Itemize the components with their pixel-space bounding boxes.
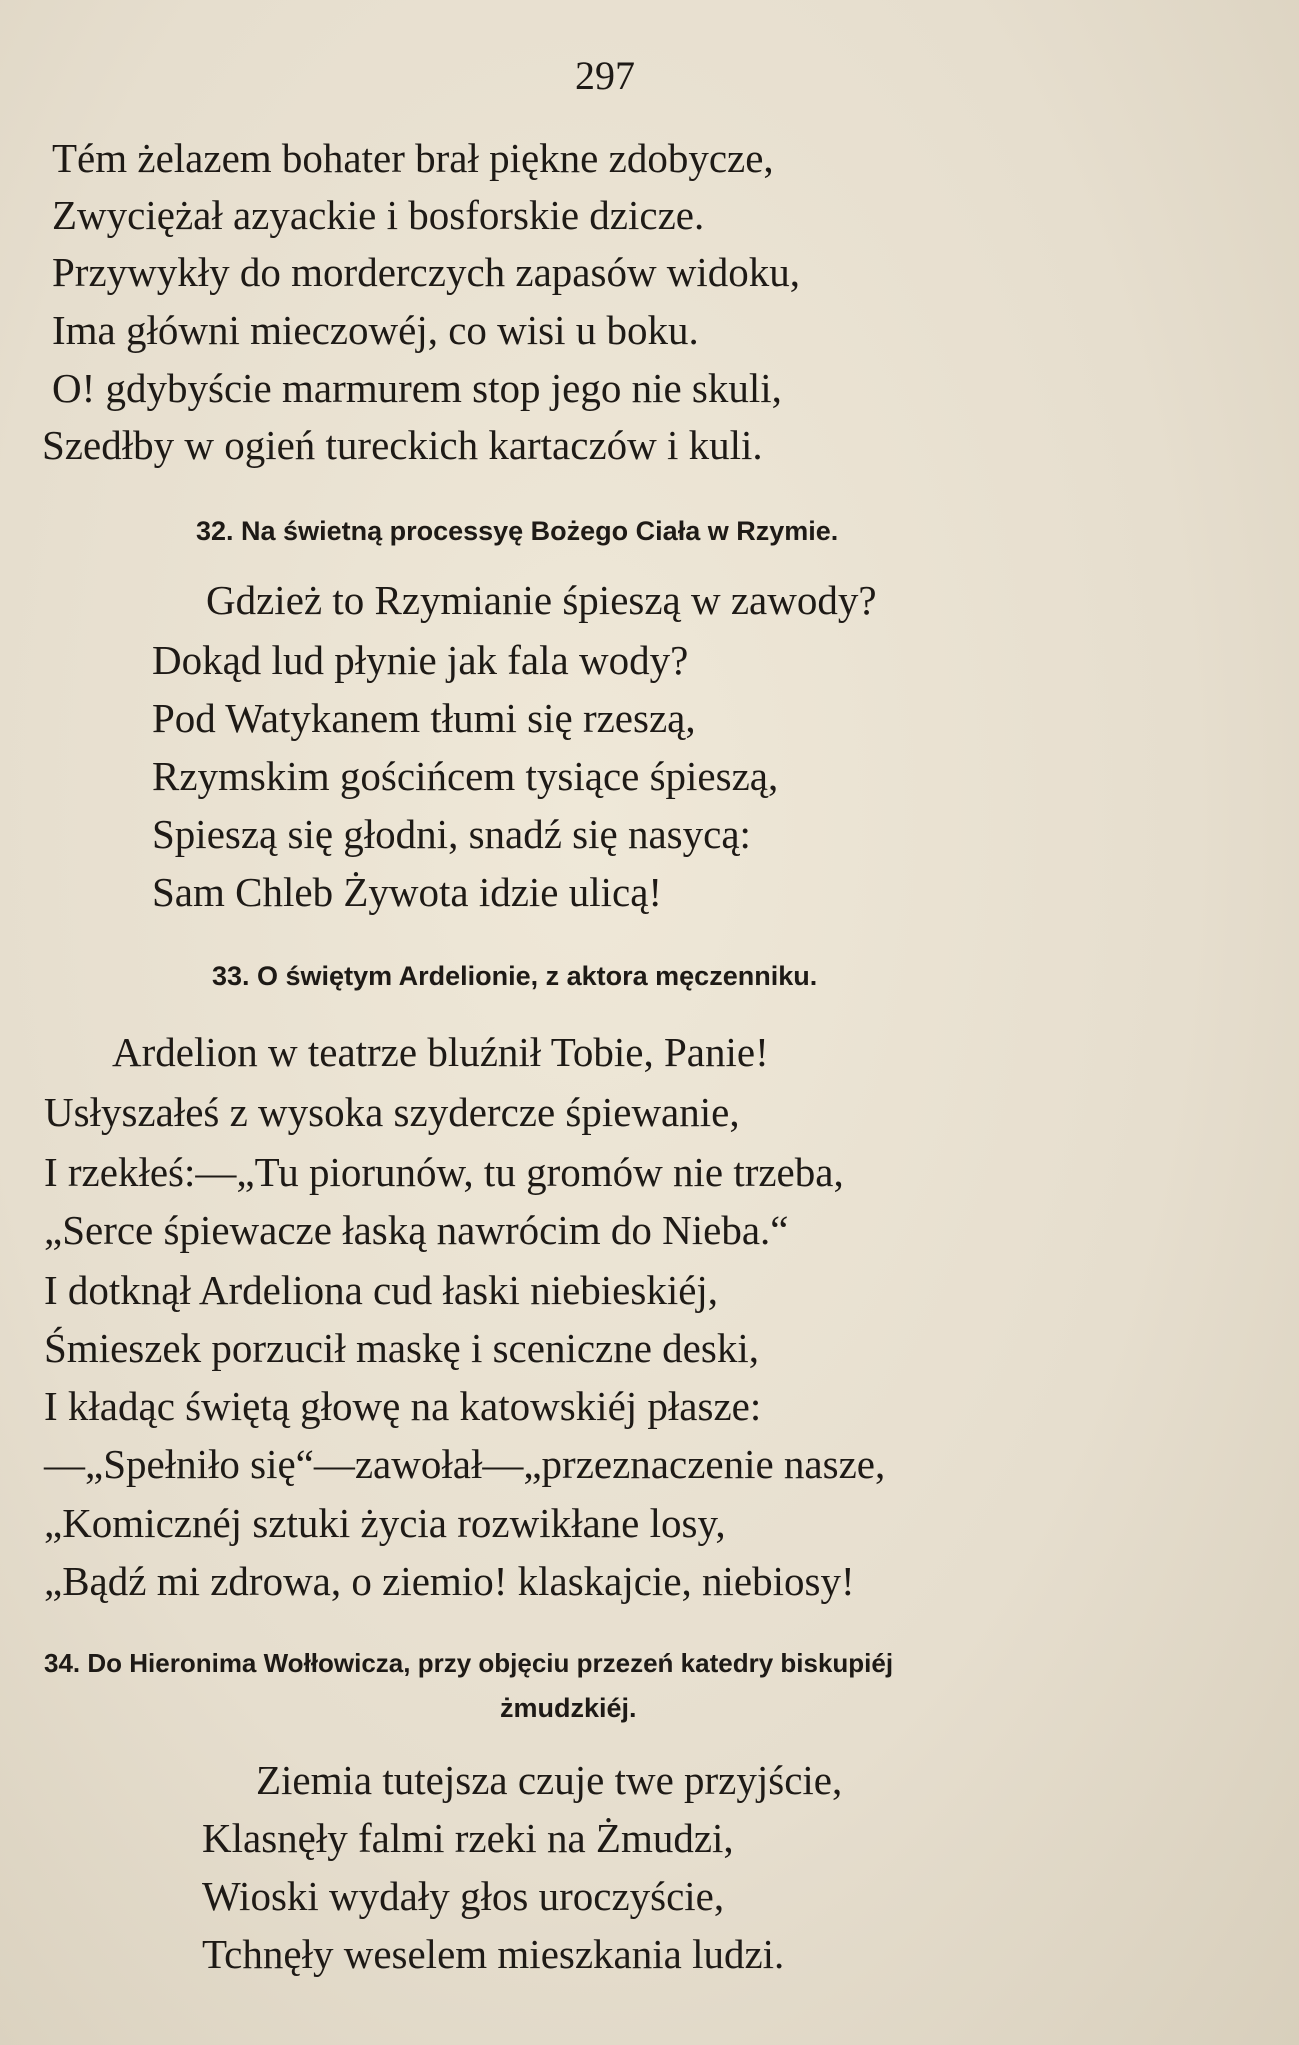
verse-line: Pod Watykanem tłumi się rzeszą, (152, 695, 696, 741)
verse-line: I kładąc świętą głowę na katowskiéj płasze: (44, 1383, 762, 1429)
poem-34-heading: 34. Do Hieronima Wołłowicza, przy objęciu przezeń katedry biskupiéj (44, 1648, 894, 1678)
verse-line: Ima główni mieczowéj, co wisi u boku. (52, 307, 699, 353)
verse-line: „Serce śpiewacze łaską nawrócim do Nieba.“ (44, 1207, 789, 1253)
verse-line: Szedłby w ogień tureckich kartaczów i kuli. (42, 422, 763, 468)
poem-34-heading-continued: żmudzkiéj. (500, 1693, 637, 1723)
verse-line: Tchnęły weselem mieszkania ludzi. (202, 1931, 785, 1977)
verse-line: I dotknął Ardeliona cud łaski niebieskiéj, (44, 1267, 719, 1313)
verse-line: O! gdybyście marmurem stop jego nie skuli, (52, 365, 782, 411)
verse-line: Śmieszek porzucił maskę i sceniczne deski, (44, 1325, 759, 1371)
verse-line: Sam Chleb Żywota idzie ulicą! (152, 869, 663, 915)
verse-line: Rzymskim gościńcem tysiące śpieszą, (152, 753, 779, 799)
verse-line: Usłyszałeś z wysoka szydercze śpiewanie, (44, 1089, 740, 1135)
verse-line: I rzekłeś:—„Tu piorunów, tu gromów nie trzeba, (44, 1149, 844, 1195)
verse-line: Zwyciężał azyackie i bosforskie dzicze. (52, 192, 705, 238)
verse-line: Ardelion w teatrze bluźnił Tobie, Panie! (112, 1029, 769, 1075)
verse-line: Tém żelazem bohater brał piękne zdobycze, (52, 135, 774, 181)
page-number: 297 (575, 53, 635, 98)
poem-33-heading: 33. O świętym Ardelionie, z aktora męczenniku. (212, 961, 818, 991)
verse-line: Ziemia tutejsza czuje twe przyjście, (256, 1757, 843, 1803)
verse-line: „Komicznéj sztuki życia rozwikłane losy, (44, 1500, 726, 1546)
verse-line: Dokąd lud płynie jak fala wody? (152, 637, 689, 683)
verse-line: Spieszą się głodni, snadź się nasycą: (152, 811, 751, 857)
verse-line: Wioski wydały głos uroczyście, (202, 1873, 725, 1919)
verse-line: „Bądź mi zdrowa, o ziemio! klaskajcie, niebiosy! (44, 1558, 855, 1604)
poem-32-heading: 32. Na świetną processyę Bożego Ciała w Rzymie. (196, 516, 839, 546)
verse-line: —„Spełniło się“—zawołał—„przeznaczenie nasze, (44, 1441, 886, 1487)
verse-line: Gdzież to Rzymianie śpieszą w zawody? (206, 577, 877, 623)
verse-line: Przywykły do morderczych zapasów widoku, (52, 249, 801, 295)
verse-line: Klasnęły falmi rzeki na Żmudzi, (202, 1815, 734, 1861)
